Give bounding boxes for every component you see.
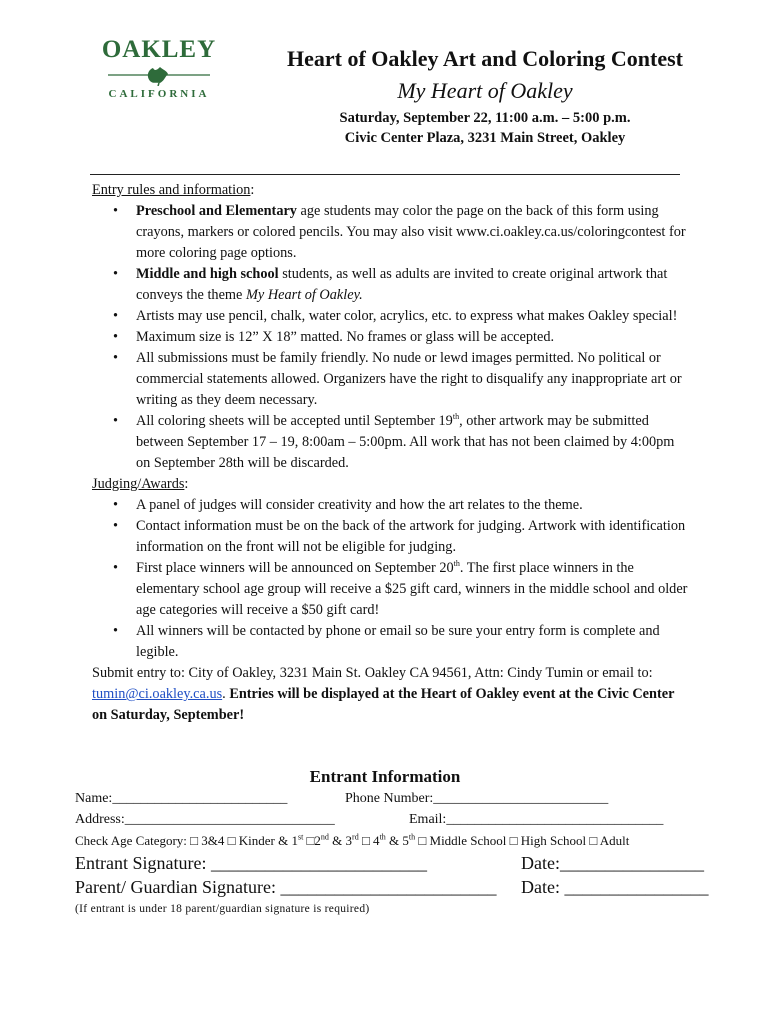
submit-paragraph: Submit entry to: City of Oakley, 3231 Main St. Oakley CA 94561, Attn: Cindy Tumin or email to: tumin@ci.oakley.ca.us. Entries will be displayed at the Heart of Oakley event at the Civic Center on Saturday, September!: [92, 665, 675, 723]
phone-field[interactable]: Phone Number:_________________________: [345, 791, 609, 806]
email-link[interactable]: tumin@ci.oakley.ca.us: [92, 686, 223, 702]
email-field[interactable]: Email:_______________________________: [409, 812, 664, 827]
list-item: • Preschool and Elementary age students may color the page on the back of this form using crayons, markers or colored pencils. You may also visit www.ci.oakley.ca.us/coloringcontest for more coloring page options.: [136, 201, 692, 264]
judging-list: [92, 495, 692, 663]
list-item: • Middle and high school students, as well as adults are invited to create original artwork that conveys the theme My Heart of Oakley.: [136, 264, 692, 306]
list-item: • Artists may use pencil, chalk, water color, acrylics, etc. to express what makes Oakley special!: [136, 306, 692, 327]
page-title: Heart of Oakley Art and Coloring Contest: [287, 46, 683, 71]
list-item: • All winners will be contacted by phone or email so be sure your entry form is complete and legible.: [136, 621, 692, 663]
logo-subtitle: CALIFORNIA: [108, 88, 210, 100]
header-divider: [90, 174, 680, 175]
entrant-info-title: Entrant Information: [309, 767, 461, 786]
rules-list: [92, 201, 692, 474]
logo-wordmark: OAKLEY: [101, 36, 217, 63]
event-date: Saturday, September 22, 11:00 a.m. – 5:00 p.m.: [339, 110, 631, 126]
age-category[interactable]: Check Age Category: □ 3&4 □ Kinder & 1st □2nd & 3rd □ 4th & 5th □ Middle School □ High School □ Adult: [75, 832, 630, 848]
list-item: • First place winners will be announced on September 20th. The first place winners in the elementary school age group will receive a $25 gift card, winners in the middle school and older age categories will receive a $50 gift card!: [136, 558, 692, 621]
address-field[interactable]: Address:______________________________: [75, 812, 335, 827]
rules-body: [92, 180, 692, 726]
event-location: Civic Center Plaza, 3231 Main Street, Oakley: [344, 130, 626, 146]
rules-heading: Entry rules and information:: [92, 182, 255, 198]
list-item: • Maximum size is 12” X 18” matted. No frames or glass will be accepted.: [136, 327, 692, 348]
list-item: • A panel of judges will consider creativity and how the art relates to the theme.: [136, 495, 692, 516]
list-item: • Contact information must be on the back of the artwork for judging. Artwork with identification information on the front will not be eligible for judging.: [136, 516, 692, 558]
entrant-signature-field[interactable]: Entrant Signature: ________________________: [75, 853, 427, 873]
list-item: • All coloring sheets will be accepted until September 19th, other artwork may be submitted between September 17 – 19, 8:00am – 5:00pm. All work that has not been claimed by 4:00pm on September 28th will be discarded.: [136, 411, 692, 474]
name-field[interactable]: Name:_________________________: [75, 791, 288, 806]
list-item: • All submissions must be family friendly. No nude or lewd images permitted. No political or commercial statements allowed. Organizers have the right to disqualify any inappropriate art or writing as they deem necessary.: [136, 348, 692, 411]
oakley-logo: [98, 36, 220, 108]
judging-heading: Judging/Awards:: [92, 476, 189, 492]
page-subtitle: My Heart of Oakley: [397, 78, 573, 103]
parent-signature-field[interactable]: Parent/ Guardian Signature: ________________________: [75, 877, 497, 897]
date-field-2[interactable]: Date: ________________: [521, 877, 709, 897]
date-field-1[interactable]: Date:________________: [521, 853, 704, 873]
signature-note: (If entrant is under 18 parent/guardian signature is required): [75, 903, 370, 915]
oak-leaf-icon: [106, 64, 212, 86]
